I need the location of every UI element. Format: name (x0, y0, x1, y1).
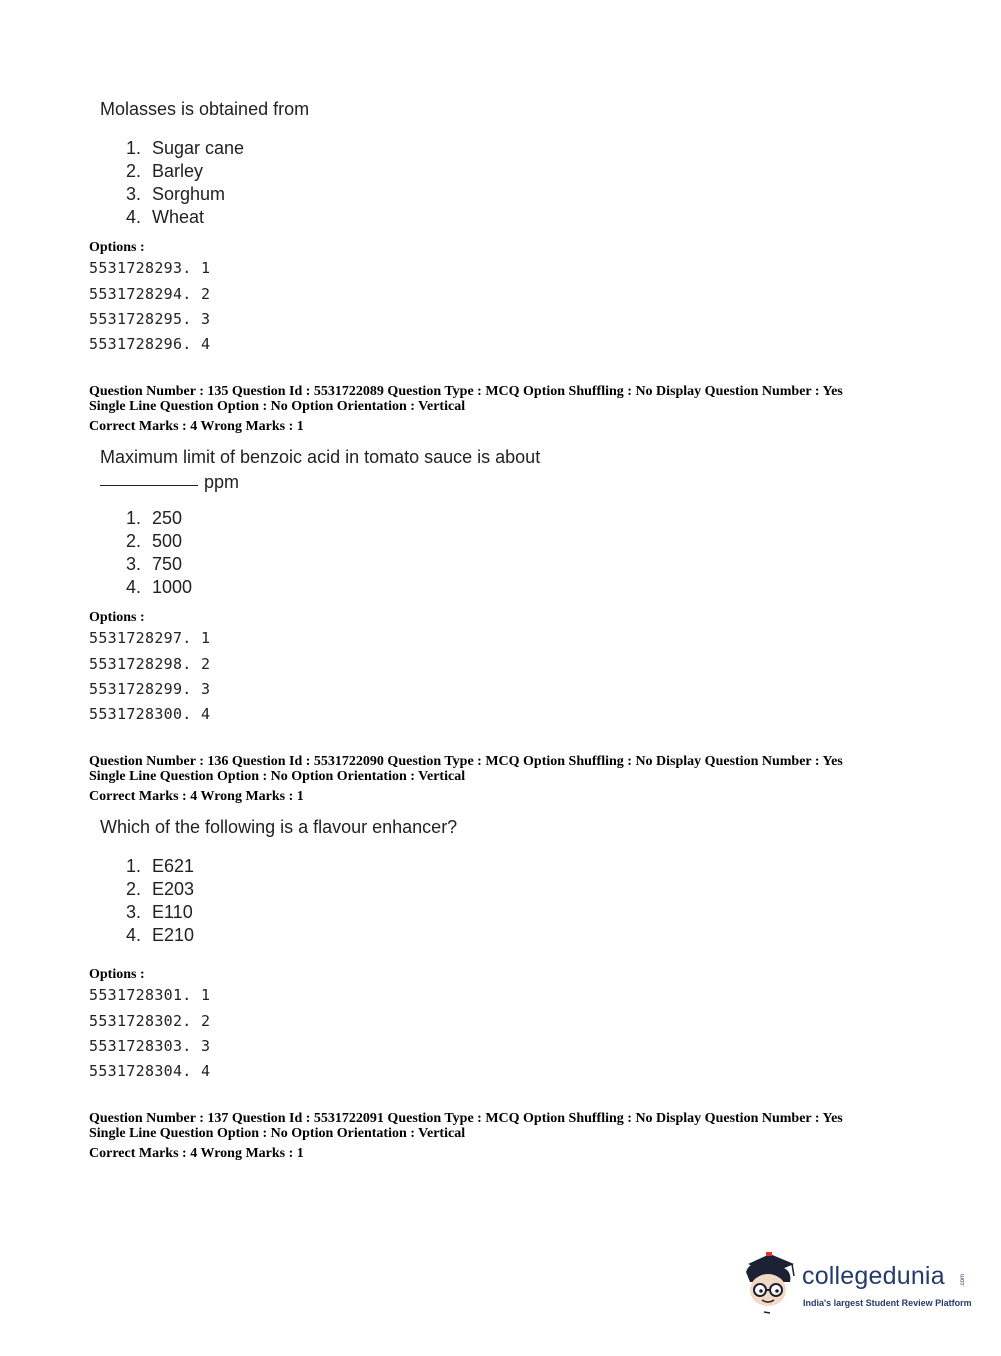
choice-item (126, 902, 193, 923)
option-id: 5531728300. 4 (89, 705, 211, 723)
choice-label: 500 (152, 531, 183, 551)
question-text: Maximum limit of benzoic acid in tomato sauce is about (100, 447, 541, 467)
choice-label: 1000 (152, 577, 193, 597)
choice-label: Barley (152, 161, 204, 181)
option-id: 5531728301. 1 (89, 986, 211, 1004)
question-meta: Single Line Question Option : No Option Orientation : Vertical (89, 1126, 466, 1141)
choice-label: E621 (152, 856, 195, 876)
option-id: 5531728298. 2 (89, 655, 211, 673)
choice-number: 1. (126, 508, 142, 528)
choice-number: 4. (126, 925, 142, 945)
choice-label: 750 (152, 554, 183, 574)
choice-number: 3. (126, 554, 142, 574)
choice-item (126, 184, 225, 205)
logo-domain-suffix: .com (960, 1274, 966, 1288)
mascot-icon (740, 1250, 800, 1314)
choice-number: 2. (126, 161, 142, 181)
option-id: 5531728295. 3 (89, 310, 211, 328)
choice-item (126, 207, 204, 228)
choice-item (126, 508, 182, 529)
question-text: Molasses is obtained from (100, 99, 310, 119)
choice-label: Wheat (152, 207, 205, 227)
choice-item (126, 577, 192, 598)
choice-label: E210 (152, 925, 195, 945)
logo-tagline: India's largest Student Review Platform (803, 1298, 972, 1308)
question-meta: Question Number : 136 Question Id : 5531722090 Question Type : MCQ Option Shuffling : No Display Question Number : Yes (89, 754, 843, 769)
choice-item (126, 531, 182, 552)
choice-item (126, 925, 194, 946)
choice-item (126, 161, 203, 182)
question-meta: Single Line Question Option : No Option Orientation : Vertical (89, 399, 466, 414)
option-id: 5531728294. 2 (89, 285, 211, 303)
option-id: 5531728296. 4 (89, 335, 211, 353)
choice-number: 2. (126, 879, 142, 899)
question-text: Which of the following is a flavour enhancer? (100, 817, 458, 837)
choice-number: 1. (126, 138, 142, 158)
choice-label: E110 (152, 902, 193, 922)
choice-label: Sorghum (152, 184, 226, 204)
choice-number: 1. (126, 856, 142, 876)
option-id: 5531728299. 3 (89, 680, 211, 698)
choice-item (126, 856, 194, 877)
question-marks: Correct Marks : 4 Wrong Marks : 1 (89, 1146, 304, 1161)
choice-number: 3. (126, 184, 142, 204)
collegedunia-logo (740, 1250, 970, 1320)
question-meta: Single Line Question Option : No Option Orientation : Vertical (89, 769, 466, 784)
choice-number: 4. (126, 207, 142, 227)
options-heading: Options : (89, 610, 145, 625)
choice-number: 3. (126, 902, 142, 922)
choice-number: 4. (126, 577, 142, 597)
option-id: 5531728293. 1 (89, 259, 211, 277)
choice-item (126, 879, 194, 900)
option-id: 5531728304. 4 (89, 1062, 211, 1080)
choice-number: 2. (126, 531, 142, 551)
option-id: 5531728302. 2 (89, 1012, 211, 1030)
choice-label: 250 (152, 508, 183, 528)
question-marks: Correct Marks : 4 Wrong Marks : 1 (89, 419, 304, 434)
options-heading: Options : (89, 967, 145, 982)
options-heading: Options : (89, 240, 145, 255)
option-id: 5531728303. 3 (89, 1037, 211, 1055)
choice-item (126, 554, 182, 575)
question-marks: Correct Marks : 4 Wrong Marks : 1 (89, 789, 304, 804)
question-meta: Question Number : 137 Question Id : 5531722091 Question Type : MCQ Option Shuffling : No Display Question Number : Yes (89, 1111, 843, 1126)
logo-wordmark: collegedunia (802, 1262, 945, 1290)
answer-blank (100, 484, 198, 486)
option-id: 5531728297. 1 (89, 629, 211, 647)
choice-label: E203 (152, 879, 195, 899)
question-meta: Question Number : 135 Question Id : 5531722089 Question Type : MCQ Option Shuffling : No Display Question Number : Yes (89, 384, 843, 399)
choice-label: Sugar cane (152, 138, 245, 158)
question-text-suffix: ppm (100, 472, 239, 493)
choice-item (126, 138, 244, 159)
